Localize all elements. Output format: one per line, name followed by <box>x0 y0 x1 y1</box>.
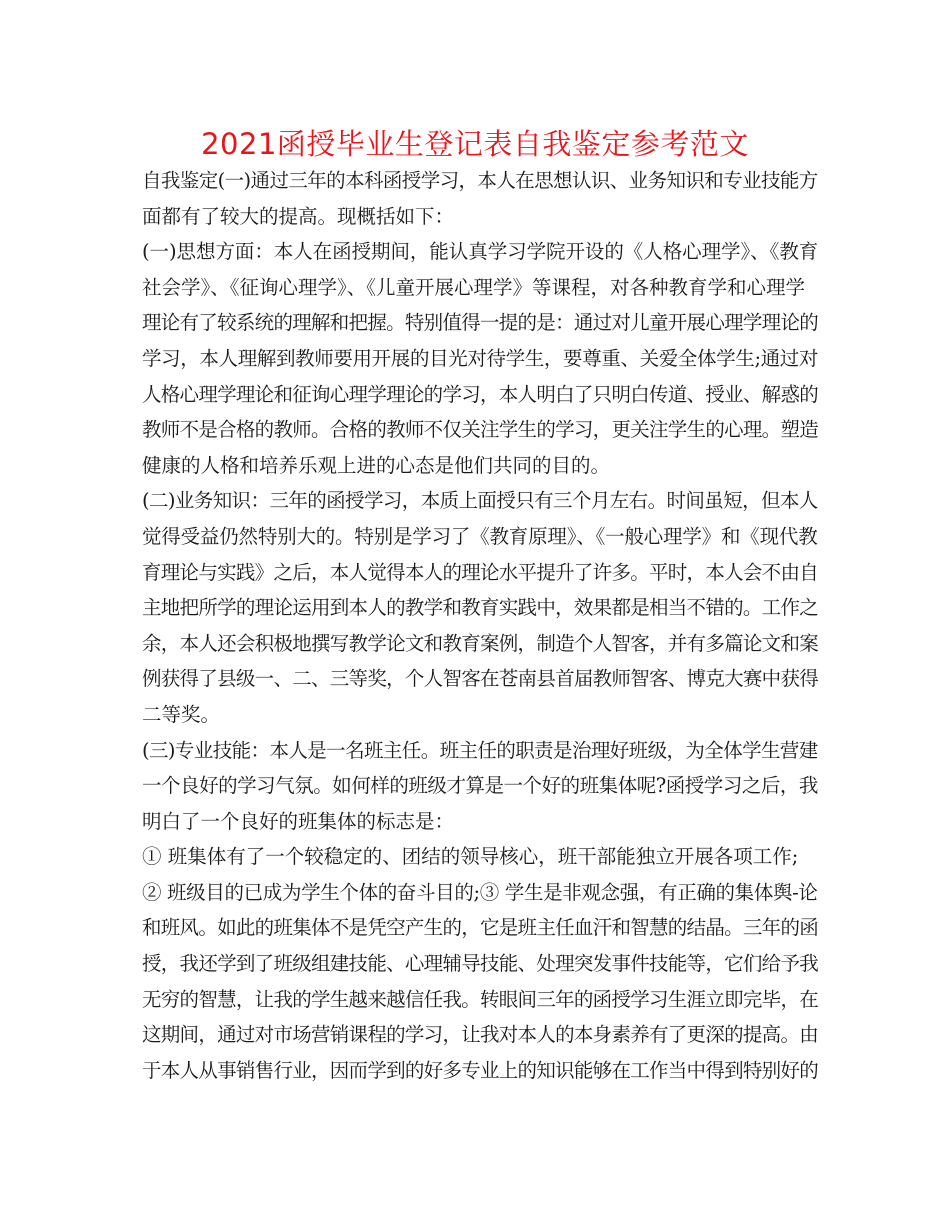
text-line: 社会学》、《征询心理学》、《儿童开展心理学》等课程，对各种教育学和心理学 <box>142 275 806 299</box>
text-line: ① 班集体有了一个较稳定的、团结的领导核心，班干部能独立开展各项工作; <box>142 845 799 869</box>
text-line: 和班风。如此的班集体不是凭空产生的，它是班主任血汗和智慧的结晶。三年的函 <box>142 916 819 940</box>
text-line: (二)业务知识：三年的函授学习，本质上面授只有三个月左右。时间虽短，但本人 <box>142 489 818 513</box>
text-line: 这期间，通过对市场营销课程的学习，让我对本人的本身素养有了更深的提高。由 <box>142 1023 819 1047</box>
text-line: ② 班级目的已成为学生个体的奋斗目的;③ 学生是非观念强，有正确的集体舆-论 <box>142 880 818 904</box>
text-line: 面都有了较大的提高。现概括如下： <box>142 204 455 228</box>
text-line: 授，我还学到了班级组建技能、心理辅导技能、处理突发事件技能等，它们给予我 <box>142 952 819 976</box>
text-line: 明白了一个良好的班集体的标志是： <box>142 809 455 833</box>
document-title: 2021函授毕业生登记表自我鉴定参考范文 <box>201 127 749 161</box>
text-line: (一)思想方面：本人在函授期间，能认真学习学院开设的《人格心理学》、《教育 <box>142 240 819 264</box>
text-line: 主地把所学的理论运用到本人的教学和教育实践中，效果都是相当不错的。工作之 <box>142 596 819 620</box>
text-line: 二等奖。 <box>142 702 221 726</box>
text-line: (三)专业技能：本人是一名班主任。班主任的职责是治理好班级，为全体学生营建 <box>142 738 818 762</box>
text-line: 例获得了县级一、二、三等奖，个人智客在苍南县首届教师智客、博克大赛中获得 <box>142 667 819 691</box>
text-line: 一个良好的学习气氛。如何样的班级才算是一个好的班集体呢?函授学习之后，我 <box>142 774 818 798</box>
text-line: 余，本人还会积极地撰写教学论文和教育案例，制造个人智客，并有多篇论文和案 <box>142 631 819 655</box>
text-line: 觉得受益仍然特别大的。特别是学习了《教育原理》、《一般心理学》和《现代教 <box>142 524 818 548</box>
text-line: 育理论与实践》之后，本人觉得本人的理论水平提升了许多。平时，本人会不由自 <box>142 560 819 584</box>
text-line: 人格心理学理论和征询心理学理论的学习，本人明白了只明白传道、授业、解惑的 <box>142 382 819 406</box>
text-line: 于本人从事销售行业，因而学到的好多专业上的知识能够在工作当中得到特别好的 <box>142 1058 819 1082</box>
document-body <box>142 163 818 1088</box>
text-line: 健康的人格和培养乐观上进的心态是他们共同的目的。 <box>142 453 611 477</box>
text-line: 自我鉴定(一)通过三年的本科函授学习，本人在思想认识、业务知识和专业技能方 <box>142 169 818 192</box>
text-line: 无穷的智慧，让我的学生越来越信任我。转眼间三年的函授学习生涯立即完毕，在 <box>142 987 819 1011</box>
text-line: 学习，本人理解到教师要用开展的目光对待学生，要尊重、关爱全体学生;通过对 <box>142 346 819 370</box>
text-line: 理论有了较系统的理解和把握。特别值得一提的是：通过对儿童开展心理学理论的 <box>142 311 819 335</box>
text-line: 教师不是合格的教师。合格的教师不仅关注学生的学习，更关注学生的心理。塑造 <box>142 418 819 442</box>
